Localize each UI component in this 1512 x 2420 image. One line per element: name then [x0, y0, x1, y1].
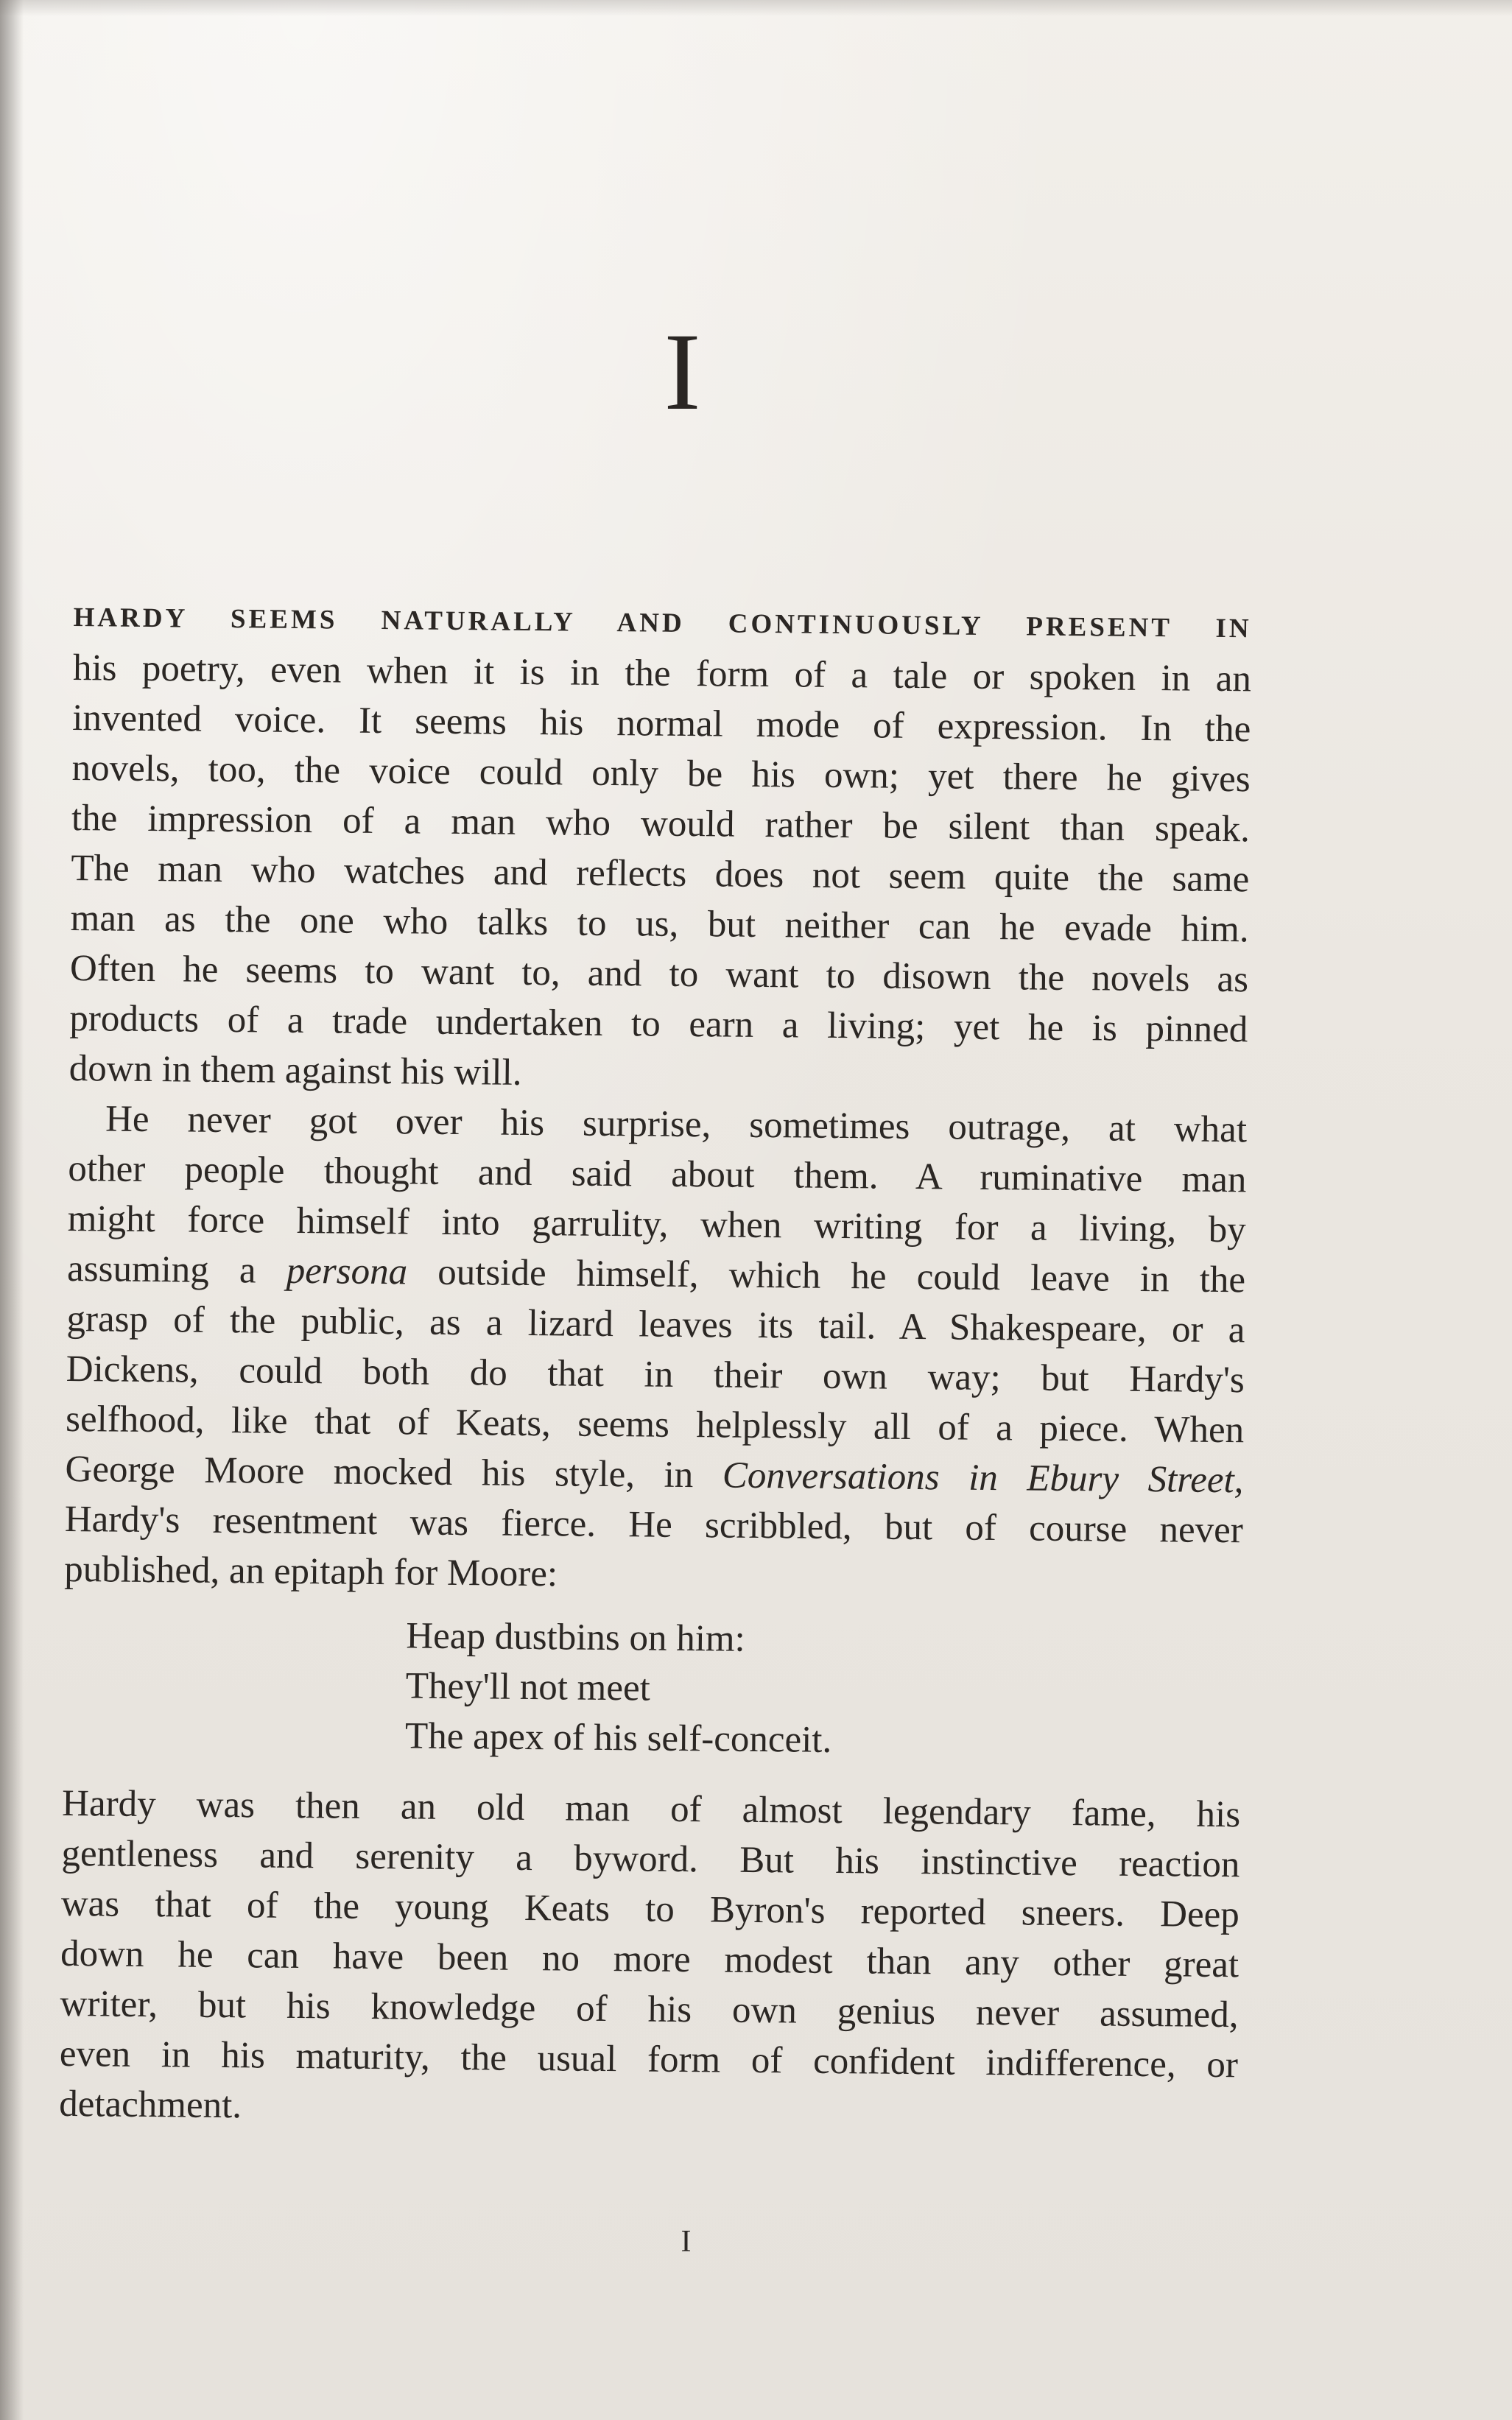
text-line: invented voice. It seems his normal mode of expression. In the	[72, 697, 1251, 750]
text-line: gentleness and serenity a byword. But his instinctive reaction	[61, 1832, 1240, 1886]
text-line: detachment.	[58, 2083, 242, 2127]
text-fragment: outside himself, which he could leave in the	[437, 1251, 1246, 1301]
text-line: was that of the young Keats to Byron's reported sneers. Deep	[60, 1882, 1240, 1936]
text-line: published, an epitaph for Moore:	[63, 1548, 558, 1595]
page-number-text: I	[681, 2225, 692, 2259]
text-line: even in his maturity, the usual form of confident indifference, or	[59, 2033, 1239, 2086]
text-line: Hardy's resentment was fierce. He scribbled, but of course never	[64, 1498, 1244, 1552]
text-line: Hardy was then an old man of almost legendary fame, his	[61, 1782, 1241, 1836]
text-line: the impression of a man who would rather be silent than speak.	[71, 797, 1251, 851]
text-fragment: assuming a	[66, 1248, 256, 1292]
text-line: Often he seems to want to, and to want to disown the novels as	[69, 947, 1249, 1001]
text-line: selfhood, like that of Keats, seems helplessly all of a piece. When	[65, 1398, 1245, 1452]
italic-word-persona: persona	[286, 1250, 408, 1293]
paragraph-1	[68, 589, 1252, 1105]
verse-line: The apex of his self-conceit.	[404, 1715, 832, 1761]
chapter-numeral-text: I	[664, 311, 701, 433]
text-line: The man who watches and reflects does not seem quite the same	[71, 847, 1250, 901]
text-line: man as the one who talks to us, but neither can he evade him.	[70, 897, 1249, 951]
top-edge-shadow	[0, 0, 1512, 16]
text-line: writer, but his knowledge of his own genius never assumed,	[60, 1983, 1239, 2036]
text-line: Dickens, could both do that in their own way; but Hardy's	[66, 1348, 1245, 1401]
page-number	[0, 2224, 1512, 2259]
text-line: grasp of the public, as a lizard leaves its tail. A Shakespeare, or a	[66, 1298, 1245, 1351]
chapter-numeral	[0, 311, 1512, 433]
verse-line: Heap dustbins on him:	[406, 1615, 746, 1660]
text-line: his poetry, even when it is in the form of a tale or spoken in an	[72, 647, 1252, 700]
text-line: He never got over his surprise, sometimes outrage, at what	[105, 1098, 1248, 1151]
text-line: down in them against his will.	[68, 1047, 522, 1094]
lead-in-smallcaps: HARDY SEEMS NATURALLY AND CONTINUOUSLY PRESENT IN	[73, 602, 1252, 644]
text-fragment: George Moore mocked his style, in	[65, 1448, 694, 1496]
text-line: might force himself into garrulity, when writing for a living, by	[67, 1197, 1246, 1251]
paragraph-2	[64, 1094, 1247, 1605]
paragraph-3	[59, 1779, 1240, 2140]
verse-line: They'll not meet	[405, 1665, 651, 1709]
book-title-italic: Conversations in Ebury Street,	[722, 1455, 1244, 1502]
text-line: down he can have been no more modest than any other great	[60, 1932, 1240, 1986]
text-line: novels, too, the voice could only be his own; yet there he gives	[71, 747, 1251, 801]
epitaph-verse	[63, 1608, 1242, 1769]
text-line: other people thought and said about them. A ruminative man	[68, 1147, 1247, 1201]
text-line: products of a trade undertaken to earn a living; yet he is pinned	[69, 997, 1248, 1051]
body-text	[59, 589, 1252, 2140]
